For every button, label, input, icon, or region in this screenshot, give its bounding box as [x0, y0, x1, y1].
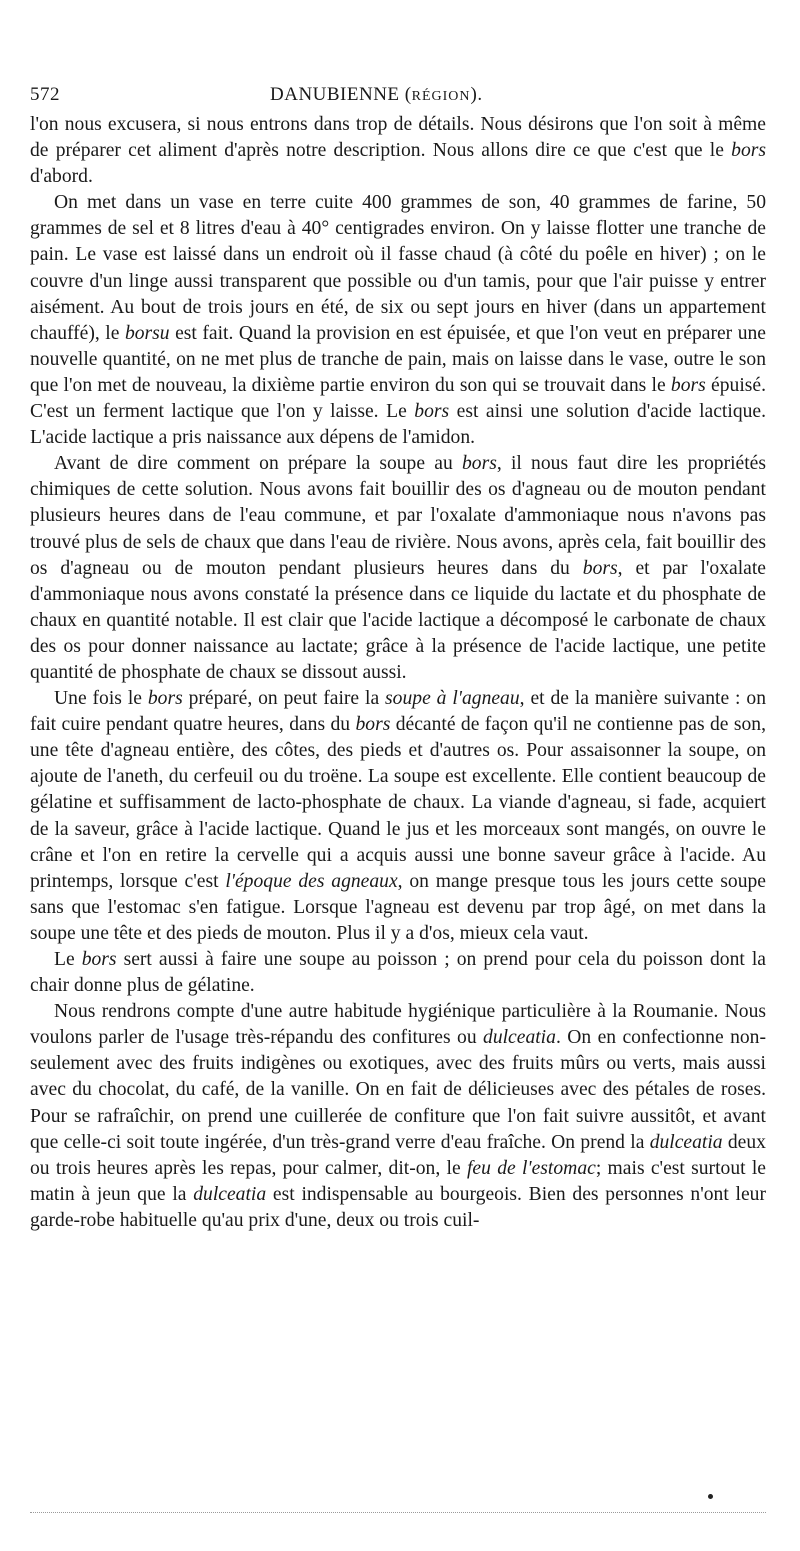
italic-term: bors	[582, 557, 618, 579]
italic-term: dulceatia	[483, 1027, 556, 1049]
text-run: sert aussi à faire une soupe au poisson ; on prend pour cela du poisson dont la chair donne plus de gélatine.	[30, 949, 766, 997]
paragraph-5	[30, 947, 766, 999]
book-page	[30, 84, 766, 1234]
text-run: , et par l'oxalate d'ammoniaque nous avons constaté la présence dans ce liquide du lactate et du phosphate de chaux en quantité notable. Il est clair que l'acide lactique a décomposé le carbonate de chaux des os pour donner naissance au lactate; grâce à la présence de l'acide lactique, une petite quantité de phosphate de chaux se dissout aussi.	[30, 557, 766, 683]
running-title-small-caps: RÉGION	[411, 89, 471, 104]
ink-speck	[708, 1494, 713, 1499]
text-run: préparé, on peut faire la	[182, 688, 386, 710]
page-number: 572	[30, 84, 60, 105]
italic-term: bors	[461, 453, 497, 475]
text-run: Avant de dire comment on prépare la soupe au	[54, 453, 462, 475]
text-run: , et de la manière suivante : on fait cuire pendant quatre heures, dans du	[30, 688, 766, 736]
text-run: , il nous faut dire les propriétés chimiques de cette solution. Nous avons fait bouillir des os d'agneau ou de mouton pendant plusieurs heures dans de l'eau commune, et par l'oxalate d'ammoniaque nous n'avons pas trouvé plus de sels de chaux que dans l'eau de rivière. Nous avons, après cela, fait bouillir des os d'agneau ou de mouton pendant plusieurs heures dans du	[30, 453, 766, 579]
text-run: épuisé. C'est un ferment lactique que l'on y laisse. Le	[30, 374, 766, 423]
text-run: , on mange presque tous les jours cette soupe sans que l'estomac s'en fatigue. Lorsque l'agneau est devenu par trop âgé, on met dans la soupe une tête et des pieds de mouton. Plus il y a d'os, mieux cela vaut.	[30, 870, 766, 944]
italic-term: bors	[731, 140, 766, 162]
text-run: . On en confectionne non-seulement avec des fruits indigènes ou exotiques, avec des fruits mûrs ou verts, mais aussi avec du chocolat, du café, de la vanille. On en fait de délicieuses avec des pétales de roses. Pour se rafraîchir, on prend une cuillerée de confiture que l'on fait suivre aussitôt, et avant que celle-ci soit toute ingérée, d'un très-grand verre d'eau fraîche. On prend la	[30, 1027, 766, 1153]
bottom-dotted-rule	[30, 1512, 766, 1513]
paragraph-2	[30, 190, 766, 451]
text-run: Le	[54, 949, 82, 970]
text-run: est fait. Quand la provision en est épuisée, et que l'on veut en préparer une nouvelle quantité, on ne met plus de tranche de pain, mais on laisse dans le vase, outre le son que l'on met de nouveau, la dixième partie environ du son qui se trouvait dans le	[30, 322, 766, 396]
paragraph-4	[30, 686, 766, 947]
italic-term: soupe à l'agneau	[385, 688, 520, 710]
text-run: deux ou trois heures après les repas, pour calmer, dit-on, le	[30, 1131, 766, 1179]
paragraph-1	[30, 112, 766, 190]
italic-term: borsu	[124, 322, 170, 344]
paragraph-3	[30, 451, 766, 686]
text-run: d'abord.	[30, 166, 93, 188]
italic-term: feu de l'estomac	[466, 1157, 596, 1179]
text-run: Une fois le	[54, 688, 148, 710]
running-title	[270, 84, 483, 106]
italic-term: dulceatia	[649, 1131, 723, 1153]
body-text	[30, 112, 766, 1234]
running-header	[30, 84, 766, 112]
italic-term: bors	[81, 949, 117, 970]
text-run: est indispensable au bourgeois. Bien des personnes n'ont leur garde-robe habituelle qu'au prix d'une, deux ou trois cuil-	[30, 1183, 766, 1231]
text-run: est ainsi une solution d'acide lactique. L'acide lactique a pris naissance aux dépens de l'amidon.	[30, 401, 767, 449]
italic-term: bors	[147, 688, 183, 710]
running-title-close: ).	[470, 84, 483, 105]
paragraph-6	[30, 999, 766, 1234]
running-title-main: DANUBIENNE (	[270, 84, 412, 105]
italic-term: dulceatia	[193, 1183, 267, 1205]
text-run: ; mais c'est surtout le matin à jeun que la	[30, 1157, 766, 1205]
italic-term: l'époque des agneaux	[225, 870, 398, 892]
italic-term: bors	[355, 714, 391, 736]
text-run: Nous rendrons compte d'une autre habitude hygiénique particulière à la Roumanie. Nous voulons parler de l'usage très-répandu des confitures ou	[30, 1001, 766, 1049]
text-run: On met dans un vase en terre cuite 400 grammes de son, 40 grammes de farine, 50 grammes de sel et 8 litres d'eau à 40° centigrades environ. On y laisse flotter une tranche de pain. Le vase est laissé dans un endroit où il fasse chaud (à côté du poêle en hiver) ; on le couvre d'un linge aussi transparent que possible ou d'un tamis, pour que l'air puisse y entrer aisément. Au bout de trois jours en été, de six ou sept jours en hiver (dans un appartement chauffé), le	[30, 192, 766, 344]
italic-term: bors	[670, 374, 706, 396]
text-run: l'on nous excusera, si nous entrons dans trop de détails. Nous désirons que l'on soit à même de préparer cet aliment d'après notre description. Nous allons dire ce que c'est que le	[30, 114, 766, 162]
italic-term: bors	[414, 401, 450, 423]
text-run: décanté de façon qu'il ne contienne pas de son, une tête d'agneau entière, des côtes, des pieds et d'autres os. Pour assaisonner la soupe, on ajoute de l'aneth, du cerfeuil ou du troëne. La soupe est excellente. Elle contient beaucoup de gélatine et suffisamment de lacto-phosphate de chaux. La viande d'agneau, si fade, acquiert de la saveur, grâce à l'acide lactique. Quand le jus et les morceaux sont mangés, on ouvre le crâne et l'on en retire la cervelle qui a acquis aussi une bonne saveur grâce à l'acide. Au printemps, lorsque c'est	[30, 714, 766, 892]
